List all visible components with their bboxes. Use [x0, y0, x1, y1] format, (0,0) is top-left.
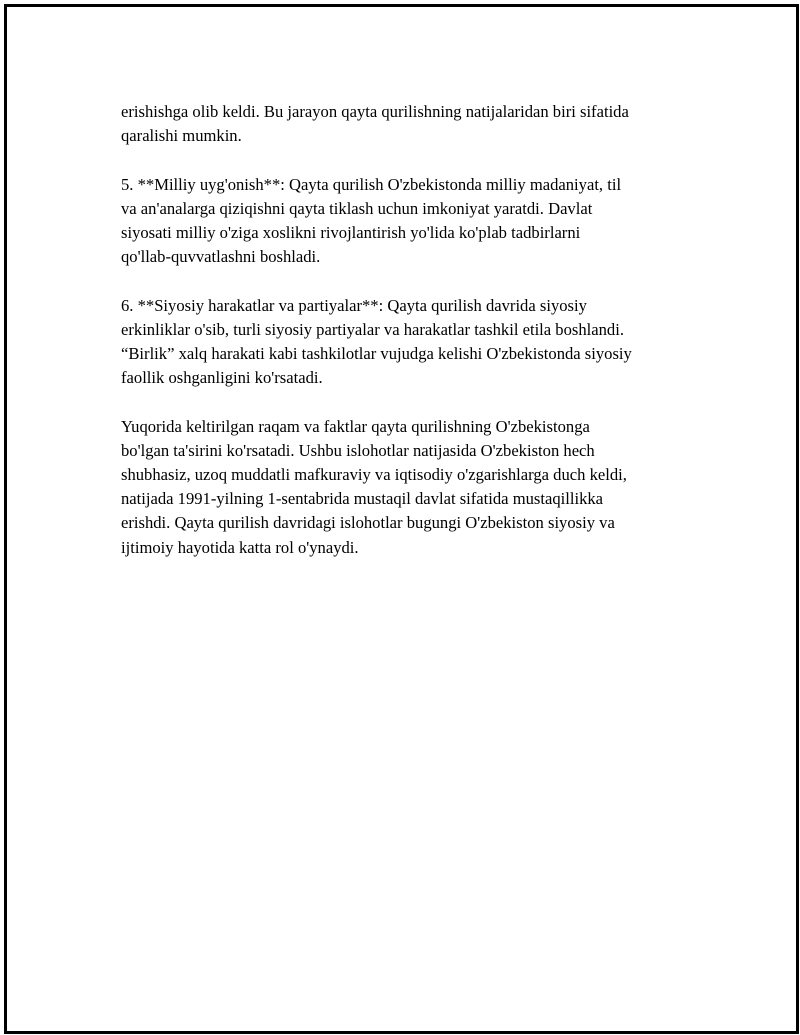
paragraph-conclusion — [121, 415, 701, 560]
text-line: faollik oshganligini ko'rsatadi. — [121, 368, 323, 388]
text-line: ijtimoiy hayotida katta rol o'ynaydi. — [121, 537, 359, 557]
text-line: erishdi. Qayta qurilish davridagi islohotlar bugungi O'zbekiston siyosiy va — [121, 513, 615, 533]
document-page — [4, 4, 799, 1034]
text-line: erkinliklar o'sib, turli siyosiy partiyalar va harakatlar tashkil etila boshlandi. — [121, 319, 624, 339]
text-line: va an'analarga qiziqishni qayta tiklash uchun imkoniyat yaratdi. Davlat — [121, 198, 593, 218]
text-line: 6. **Siyosiy harakatlar va partiyalar**: Qayta qurilish davrida siyosiy — [121, 295, 587, 315]
text-line: erishishga olib keldi. Bu jarayon qayta qurilishning natijalaridan biri sifatida — [121, 102, 629, 121]
document-body — [121, 100, 701, 584]
text-line: siyosati milliy o'ziga xoslikni rivojlantirish yo'lida ko'plab tadbirlarni — [121, 223, 581, 242]
paragraph-milliy-uygonish — [121, 173, 701, 270]
text-line: qo'llab-quvvatlashni boshladi. — [121, 247, 321, 267]
text-line: shubhasiz, uzoq muddatli mafkuraviy va iqtisodiy o'zgarishlarga duch keldi, — [121, 465, 627, 484]
text-line: bo'lgan ta'sirini ko'rsatadi. Ushbu islohotlar natijasida O'zbekiston hech — [121, 440, 595, 460]
text-line: Yuqorida keltirilgan raqam va faktlar qayta qurilishning O'zbekistonga — [121, 416, 590, 436]
text-line: natijada 1991-yilning 1-sentabrida mustaqil davlat sifatida mustaqillikka — [121, 489, 604, 509]
text-line: qaralishi mumkin. — [121, 126, 242, 146]
text-line: 5. **Milliy uyg'onish**: Qayta qurilish O'zbekistonda milliy madaniyat, til — [121, 174, 622, 194]
text-line: “Birlik” xalq harakati kabi tashkilotlar vujudga kelishi O'zbekistonda siyosiy — [121, 344, 632, 363]
paragraph-siyosiy-harakatlar — [121, 294, 701, 391]
paragraph-continuation — [121, 100, 701, 148]
